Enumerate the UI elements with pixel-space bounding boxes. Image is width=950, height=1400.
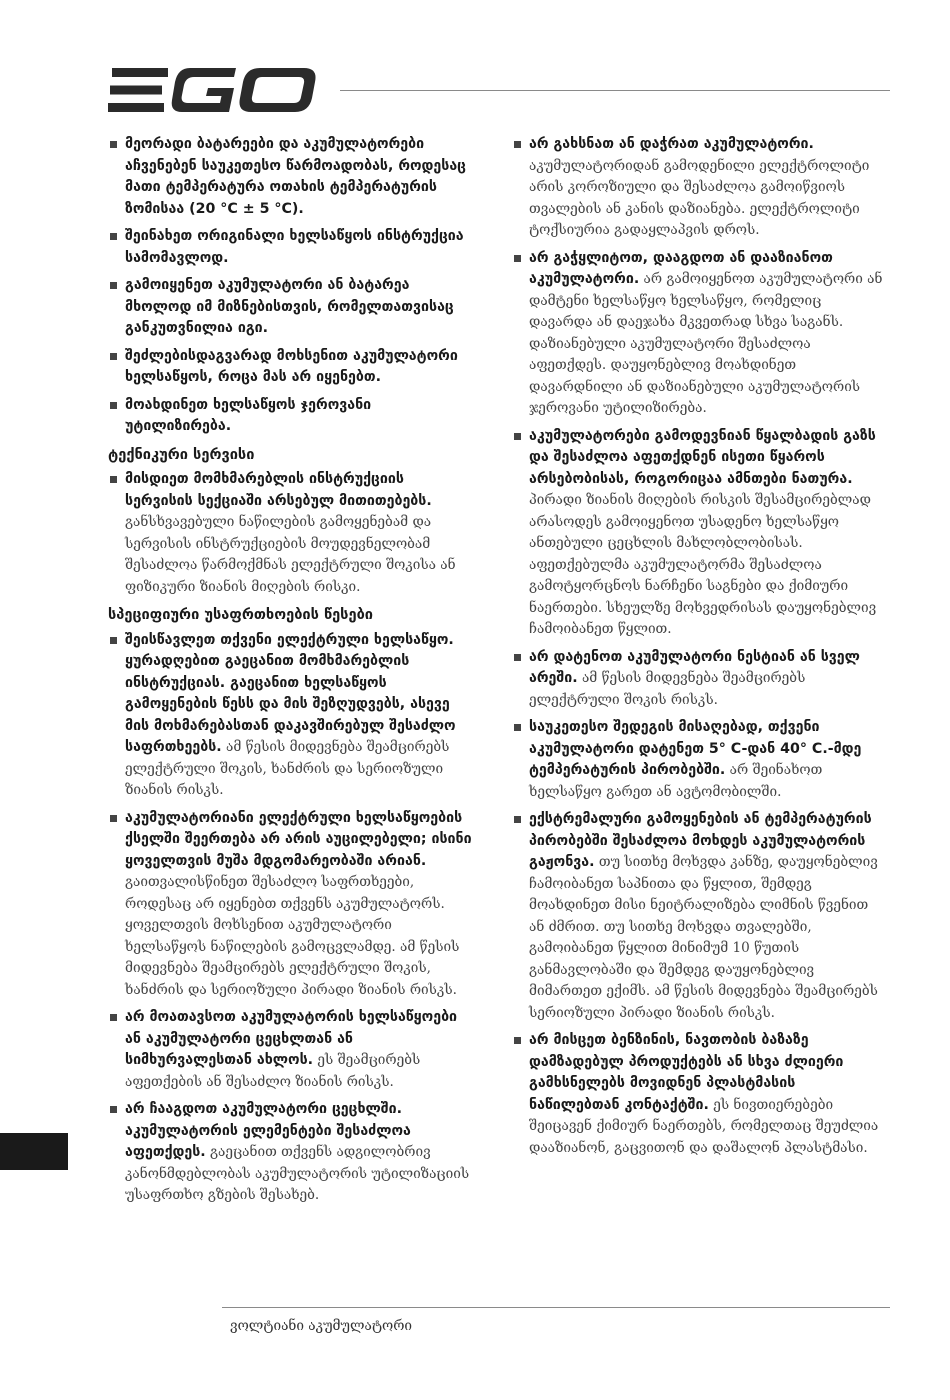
item-bold-text: არ გაჭყლიტოთ, დააგდოთ ან დააზიანოთ აკუმულატორი. <box>529 249 833 287</box>
right-column <box>512 134 886 1165</box>
item-plain-text: თუ სითხე მოხვდა კანზე, დაუყონებლივ ჩამოიბანეთ საპნითა და წყლით, შემდეგ მოახდინეთ მისი ნეიტრალიზება ლიმნის წვენით ან ძმრით. თუ სითხე მოხვდა თვალებში, გამოიბანეთ წყლით მინიმუმ 10 წუთის განმავლობაში და შემდეგ დაუყონებლივ მიმართეთ ექიმს. ამ წესის მიდევნება შეამცირებს სერიოზული პირადი ზიანის რისკს. <box>529 854 878 1021</box>
item-bold-text: გამოიყენეთ აკუმულატორი ან ბატარეა მხოლოდ იმ მიზნებისთვის, რომელთათვისაც განკუთვნილია იგი. <box>125 277 454 336</box>
item-plain-text: ამ წესის მიდევნება შეამცირებს ელექტრული შოკის რისკს. <box>529 670 806 708</box>
bullet-icon <box>110 282 117 289</box>
bullet-icon <box>514 816 521 823</box>
ego-logo <box>108 66 316 114</box>
list-item <box>512 1030 886 1159</box>
bullet-icon <box>514 724 521 731</box>
list-item <box>108 630 473 802</box>
item-plain-text: გაეცანით თქვენს ადგილობრივ კანონმდებლობას აკუმულატორის უტილიზაციის უსაფრთხო გზების შესახებ. <box>125 1144 470 1203</box>
item-plain-text: არ შეინახოთ ხელსაწყო გარეთ ან ავტომობილში. <box>529 762 823 800</box>
bullet-icon <box>514 1037 521 1044</box>
item-bold-text: აკუმულატორიანი ელექტრული ხელსაწყოების ქსელში შეერთება არ არის აუცილებელი; ისინი ყოველთვის მუშა მდგომარეობაში არიან. <box>125 809 472 869</box>
list-item <box>108 134 473 220</box>
bullet-icon <box>110 815 117 822</box>
bullet-icon <box>514 255 521 262</box>
item-plain-text: გაითვალისწინეთ შესაძლო საფრთხეები, როდესაც არ იყენებთ თქვენს აკუმულატორს. ყოველთვის მოხსენით აკუმულატორი ხელსაწყოს ნაწილების გამოცვლამდე. ამ წესის მიდევნება შეამცირებს ელექტრული შოკის, ხანძრის და სერიოზული პირადი ზიანის რისკს. <box>125 874 460 998</box>
item-bold-text: არ მისცეთ ბენზინის, ნავთობის ბაზაზე დამზადებულ პროდუქტებს ან სხვა ძლიერი გამხსნელებს მოვიდნენ პლასტმასის ნაწილებთან კონტაქტში. <box>529 1032 844 1113</box>
bullet-icon <box>110 476 117 483</box>
item-plain-text: აკუმულატორიდან გამოდენილი ელექტროლიტი არის კოროზიული და შესაძლოა გამოიწვიოს თვალების ან კანის დაზიანება. ელექტროლიტი ტოქსიურია გადაყლაპვის დროს. <box>529 157 870 238</box>
list-item <box>108 469 473 598</box>
section-heading: სპეციფიური უსაფრთხოების წესები <box>108 606 374 623</box>
list-item <box>108 1007 473 1093</box>
bullet-icon <box>110 233 117 240</box>
item-plain-text: პირადი ზიანის მიღების რისკის შესამცირებლად არასოდეს გამოიყენოთ უსადენო ხელსაწყო ანთებული ცეცხლის მახლობლობისას. აფეთქებულმა აკუმულატორმა შესაძლოა გამოტყორცნოს ნარჩენი საგნები და ქიმიური ნაერთები. სხეულზე მოხვედრისას დაუყონებლივ ჩამოიბანეთ წყლით. <box>529 492 877 637</box>
item-bold-text: აკუმულატორები გამოდევნიან წყალბადის გაზს და შესაძლოა აფეთქდნენ ისეთი წყაროს არსებობისას, როგორიცაა ამნთები ნათურა. <box>529 427 876 487</box>
bullet-icon <box>514 141 521 148</box>
side-tab <box>0 1133 68 1170</box>
item-bold-text: არ გახსნათ ან დაჭრათ აკუმულატორი. <box>529 136 814 152</box>
bullet-icon <box>110 1014 117 1021</box>
list-item <box>512 134 886 242</box>
bullet-icon <box>110 1106 117 1113</box>
left-column <box>108 134 473 1213</box>
item-plain-text: ამ წესის მიდევნება შეამცირებს ელექტრული შოკის, ხანძრის და სერიოზული ზიანის რისკს. <box>125 739 450 798</box>
item-plain-text: ეს ნივთიერებები შეიცავენ ქიმიურ ნაერთებს, რომელთაც შეუძლია დააზიანონ, გაცვითონ და დაშალონ პლასტმასი. <box>529 1096 879 1156</box>
item-plain-text: ეს შეამცირებს აფეთქების ან შესაძლო ზიანის რისკს. <box>125 1052 421 1090</box>
bullet-icon <box>110 402 117 409</box>
list-item <box>512 809 886 1024</box>
item-bold-text: მისდიეთ მომხმარებლის ინსტრუქციის სერვისის სექციაში არსებულ მითითებებს. <box>125 471 432 509</box>
item-bold-text: არ ჩააგდოთ აკუმულატორი ცეცხლში. აკუმულატორის ელემენტები შესაძლოა აფეთქდეს. <box>125 1101 411 1160</box>
footer-rule <box>222 1307 890 1308</box>
bullet-icon <box>514 433 521 440</box>
list-item <box>512 717 886 803</box>
list-item <box>512 426 886 641</box>
item-bold-text: საუკეთესო შედეგის მისაღებად, თქვენი აკუმულატორი დატენეთ 5° C-დან 40° C.-მდე ტემპერატურის პირობებში. <box>529 719 862 778</box>
item-bold-text: შეძლებისდაგვარად მოხსენით აკუმულატორი ხელსაწყოს, როცა მას არ იყენებთ. <box>125 347 458 385</box>
list-item <box>108 346 473 389</box>
list-item <box>108 395 473 438</box>
item-bold-text: შეისწავლეთ თქვენი ელექტრული ხელსაწყო. ყურადღებით გაეცანით მომხმარებლის ინსტრუქციას. გაეცანით ხელსაწყოს გამოყენების წესს და მის შეზღუდვებს, ასევე მის მოხმარებასთან დაკავშირებულ შესაძლო საფრთხეებს. <box>125 631 456 755</box>
list-item <box>108 808 473 1002</box>
list-item <box>108 1099 473 1207</box>
list-item <box>512 647 886 712</box>
list-item <box>512 248 886 420</box>
bullet-icon <box>110 141 117 148</box>
list-item <box>108 275 473 340</box>
item-bold-text: არ მოათავსოთ აკუმულატორის ხელსაწყოები ან აკუმულატორი ცეცხლთან ან სიმხურვალესთან ახლოს. <box>125 1009 458 1068</box>
item-bold-text: არ დატენოთ აკუმულატორი ნესტიან ან სველ არეში. <box>529 648 860 686</box>
bullet-icon <box>110 353 117 360</box>
item-plain-text: განსხვავებული ნაწილების გამოყენებამ და სერვისის ინსტრუქციების მოუდევნელობამ შესაძლოა წარმოქმნას ელექტრული შოკისა ან ფიზიკური ზიანის მიღების რისკი. <box>125 514 456 595</box>
bullet-icon <box>514 654 521 661</box>
footer-text: ვოლტიანი აკუმულატორი <box>230 1318 413 1334</box>
header-rule <box>340 90 890 91</box>
bullet-icon <box>110 637 117 644</box>
list-item <box>108 226 473 269</box>
item-bold-text: შეინახეთ ორიგინალი ხელსაწყოს ინსტრუქცია სამომავლოდ. <box>125 228 464 266</box>
item-bold-text: მეორადი ბატარეები და აკუმულატორები აჩვენებენ საუკეთესო წარმოადობას, როდესაც მათი ტემპერატურა ოთახის ტემპერატურის ზომისაა (20 °C ± 5 °C). <box>125 136 467 217</box>
item-bold-text: მოახდინეთ ხელსაწყოს ჯეროვანი უტილიზირება. <box>125 396 372 434</box>
section-heading: ტექნიკური სერვისი <box>108 445 255 463</box>
item-bold-text: ექსტრემალური გამოყენების ან ტემპერატურის პირობებში შესაძლოა მოხდეს აკუმულატორის გაჟონვა. <box>529 811 872 870</box>
item-plain-text: არ გამოიყენოთ აკუმულატორი ან დამტენი ხელსაწყო ხელსაწყო, რომელიც დავარდა ან დაეჯახა მკვეთრად სხვა საგანს. დაზიანებული აკუმულატორი შესაძლოა აფეთქდეს. დაუყონებლივ მოახდინეთ დავარდნილი ან დაზიანებული აკუმულატორის ჯეროვანი უტილიზირება. <box>529 271 883 416</box>
